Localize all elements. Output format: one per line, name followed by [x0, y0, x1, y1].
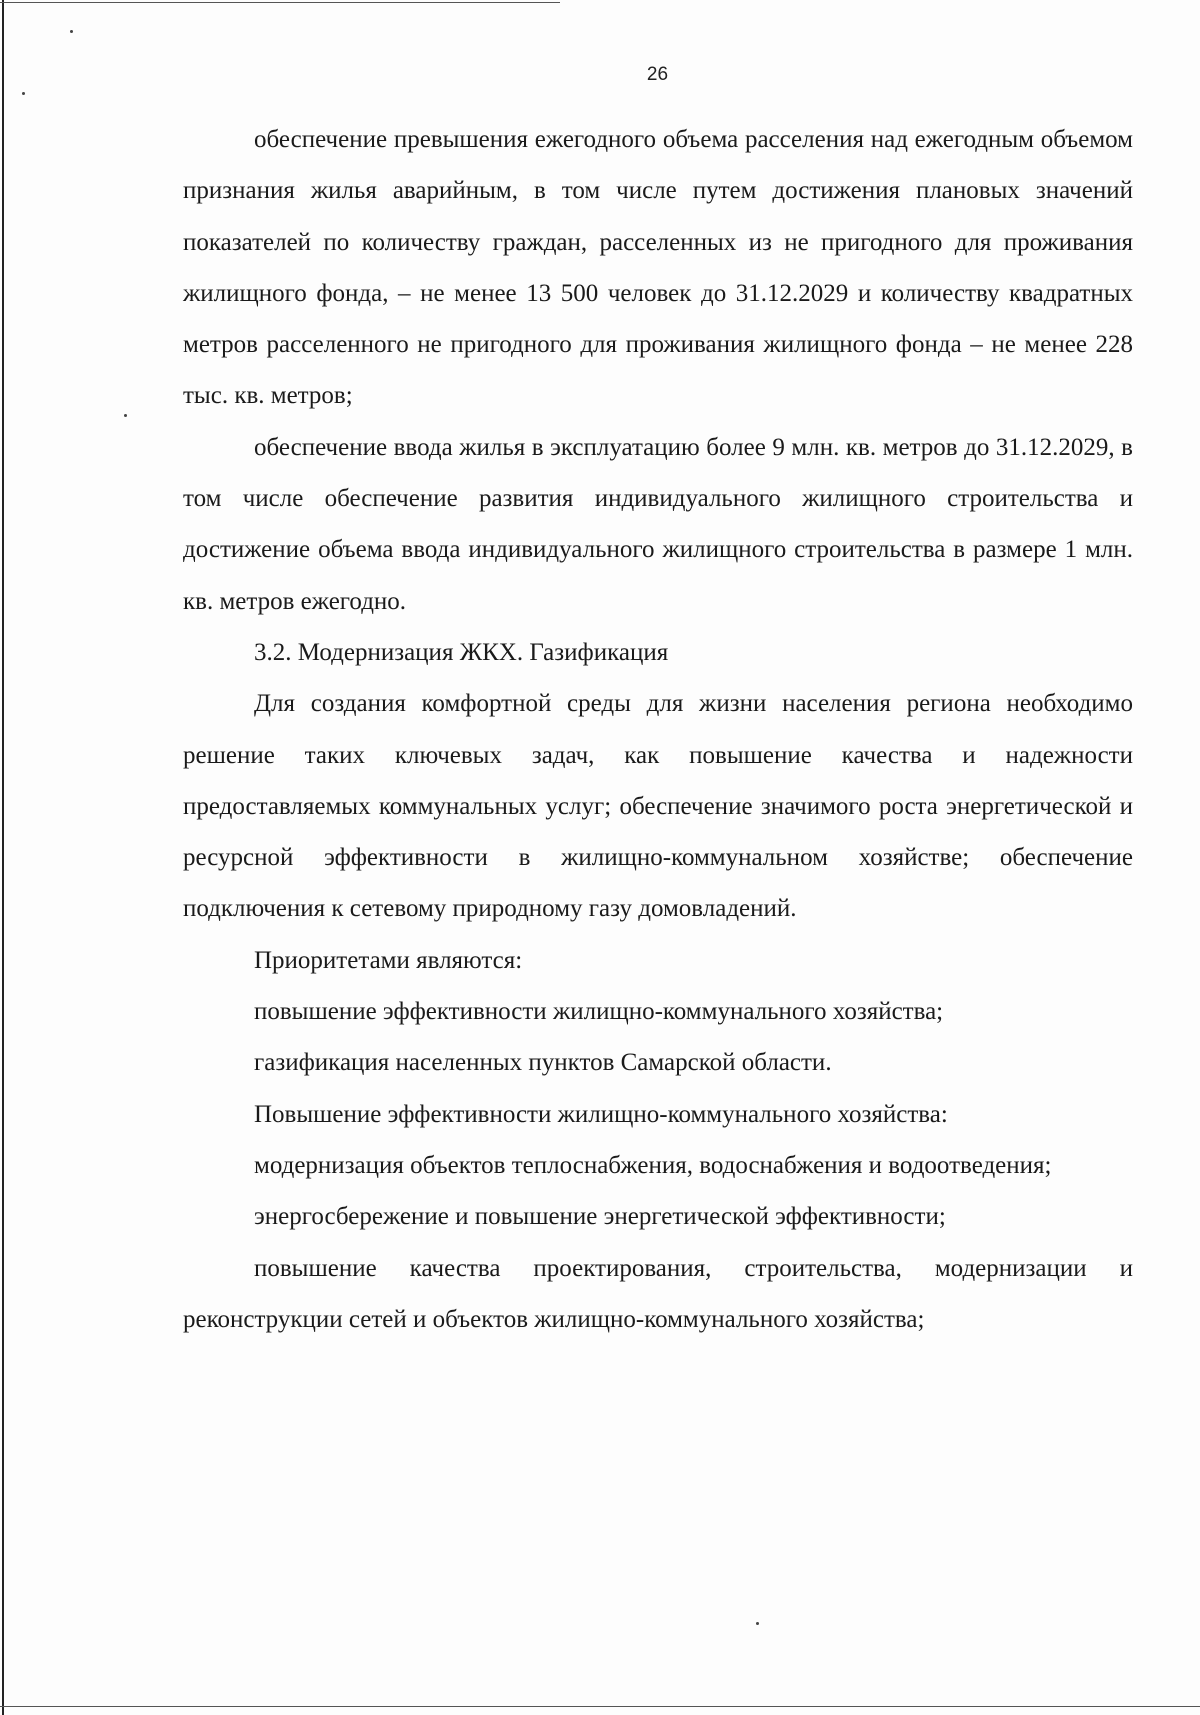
paragraph-efficiency-intro: Повышение эффективности жилищно-коммунального хозяйства: — [254, 1100, 948, 1128]
list-item-priority: повышение эффективности жилищно-коммунального хозяйства; — [254, 998, 944, 1026]
list-item-efficiency: повышение качества проектирования, строительства, модернизации и реконструкции сетей и объектов жилищно-коммунального хозяйства; — [183, 1254, 1133, 1333]
page-number: 26 — [646, 64, 669, 85]
scan-edge-top — [0, 2, 560, 3]
scan-speck — [22, 92, 25, 95]
scan-speck — [124, 414, 127, 417]
document-body — [183, 114, 1133, 1345]
list-item-priority: газификация населенных пунктов Самарской области. — [254, 1049, 832, 1077]
scan-speck — [756, 1622, 759, 1625]
scan-edge-bottom — [0, 1706, 1200, 1707]
list-item-efficiency: модернизация объектов теплоснабжения, водоснабжения и водоотведения; — [254, 1151, 1052, 1179]
list-item-efficiency: энергосбережение и повышение энергетической эффективности; — [254, 1203, 946, 1231]
scan-edge-left — [2, 0, 4, 1715]
paragraph-priorities-intro: Приоритетами являются: — [254, 946, 523, 974]
paragraph-housing-commissioning: обеспечение ввода жилья в эксплуатацию более 9 млн. кв. метров до 31.12.2029, в том числе обеспечение развития индивидуального жилищного строительства и достижение объема ввода индивидуального жилищного строительства в размере 1 млн. кв. метров ежегодно. — [183, 433, 1133, 615]
section-heading: 3.2. Модернизация ЖКХ. Газификация — [254, 638, 669, 666]
paragraph-comfortable-environment: Для создания комфортной среды для жизни населения региона необходимо решение таких ключевых задач, как повышение качества и надежности предоставляемых коммунальных услуг; обеспечение значимого роста энергетической и ресурсной эффективности в жилищно-коммунальном хозяйстве; обеспечение подключения к сетевому природному газу домовладений. — [183, 690, 1133, 923]
scan-speck — [70, 30, 73, 33]
paragraph-resettlement: обеспечение превышения ежегодного объема расселения над ежегодным объемом признания жилья аварийным, в том числе путем достижения плановых значений показателей по количеству граждан, расселенных из не пригодного для проживания жилищного фонда, – не менее 13 500 человек до 31.12.2029 и количеству квадратных метров расселенного не пригодного для проживания жилищного фонда – не менее 228 тыс. кв. метров; — [183, 126, 1133, 410]
